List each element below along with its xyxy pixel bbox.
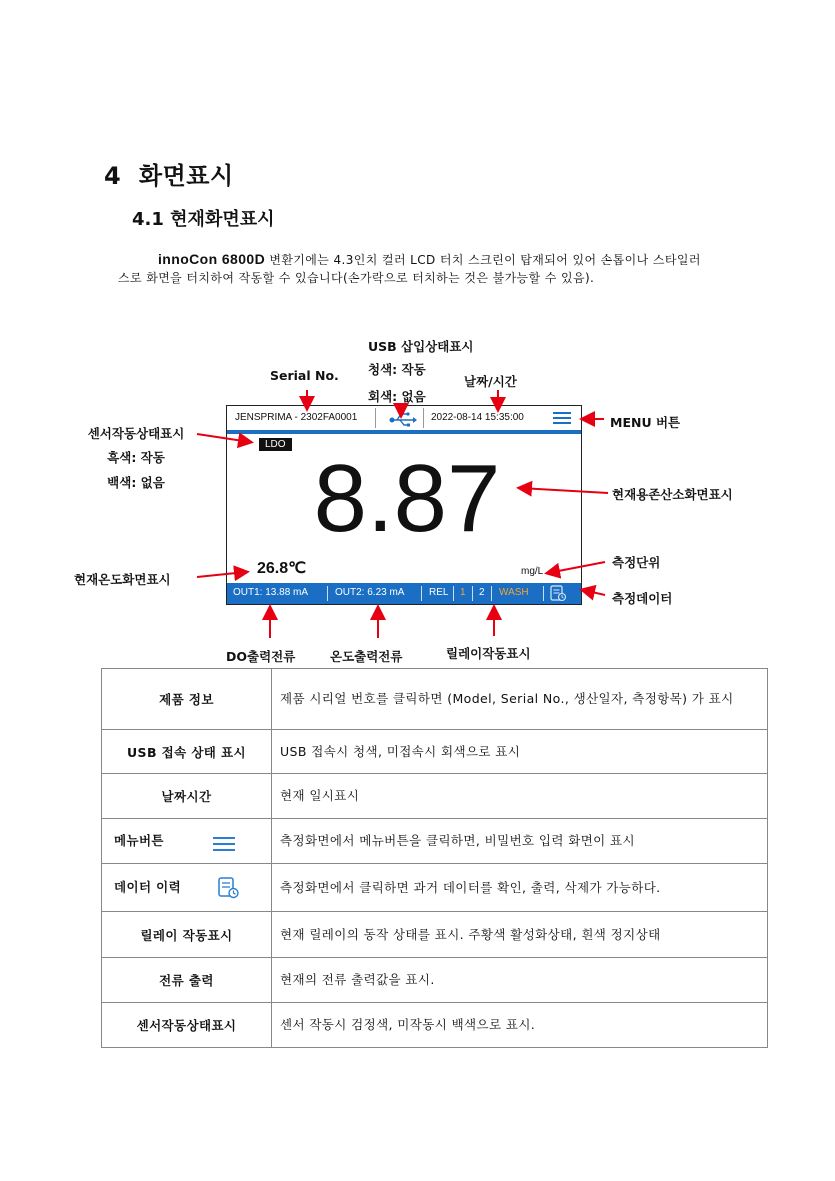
row-desc: 측정화면에서 클릭하면 과거 데이터를 확인, 출력, 삭제가 가능하다. [272, 864, 768, 912]
row-label: 제품 정보 [102, 669, 272, 730]
out2-current: OUT2: 6.23 mA [335, 587, 405, 598]
row-label: USB 접속 상태 표시 [102, 730, 272, 774]
temp-current-label: 온도출력전류 [330, 649, 403, 664]
menu-label: MENU 버튼 [610, 415, 681, 430]
unit-label: 측정단위 [612, 555, 661, 570]
do-value: 8.87 [313, 445, 501, 552]
datetime-label: 날짜/시간 [464, 374, 517, 389]
relay-1-indicator: 1 [460, 587, 466, 598]
arrow-unit [548, 562, 605, 573]
row-desc: 현재 릴레이의 동작 상태를 표시. 주황색 활성화상태, 흰색 정지상태 [272, 912, 768, 958]
row-desc: 측정화면에서 메뉴버튼을 클릭하면, 비밀번호 입력 화면이 표시 [272, 819, 768, 864]
relay-label-text: REL [429, 587, 449, 598]
product-name: innoCon 6800D [158, 251, 266, 267]
data-label: 측정데이터 [612, 591, 673, 606]
table-row [102, 669, 768, 730]
temperature-value: 26.8℃ [257, 560, 307, 577]
row-desc: USB 접속시 청색, 미접속시 회색으로 표시 [272, 730, 768, 774]
row-label: 메뉴버튼 [102, 819, 272, 864]
table-row [102, 730, 768, 774]
arrow-data [583, 590, 605, 595]
row-label: 날짜시간 [102, 774, 272, 819]
info-table [101, 668, 768, 1048]
row-label: 데이터 이력 [102, 864, 272, 912]
table-row [102, 1003, 768, 1048]
row-label: 전류 출력 [102, 958, 272, 1003]
usb-blue-label: 청색: 작동 [368, 362, 426, 377]
menu-icon [213, 833, 235, 851]
row-desc: 현재 일시표시 [272, 774, 768, 819]
arrow-temp-display [197, 572, 246, 577]
do-display-label: 현재용존산소화면표시 [612, 487, 733, 502]
out1-current: OUT1: 13.88 mA [233, 587, 309, 598]
temp-display-label: 현재온도화면표시 [74, 572, 171, 587]
arrow-do-display [520, 488, 608, 493]
wash-indicator: WASH [499, 587, 529, 598]
data-log-icon [216, 876, 240, 900]
relay-2-indicator: 2 [479, 587, 485, 598]
intro-paragraph: innoCon 6800D 변환기에는 4.3인치 컬러 LCD 터치 스크린이 탑재되어 있어 손톱이나 스타일러스로 화면을 터치하여 작동할 수 있습니다(손가락으로 터치하는 것은 불가능할 수 있음). [118, 251, 701, 285]
table-row [102, 819, 768, 864]
screen-datetime: 2022-08-14 15:35:00 [431, 412, 524, 423]
usb-title-label: USB 삽입상태표시 [368, 339, 474, 354]
sensor-black-label: 흑색: 작동 [107, 450, 165, 465]
arrow-sensor [197, 434, 250, 442]
serial-number[interactable]: JENSPRIMA - 2302FA0001 [235, 412, 358, 423]
measurement-unit: mg/L [521, 566, 544, 577]
row-desc: 제품 시리얼 번호를 클릭하면 (Model, Serial No., 생산일자, 측정항목) 가 표시 [272, 669, 768, 730]
row-desc: 현재의 전류 출력값을 표시. [272, 958, 768, 1003]
relay-label: 릴레이작동표시 [446, 646, 531, 661]
sensor-white-label: 백색: 없음 [107, 475, 165, 490]
section-heading: 4 화면표시 [104, 162, 234, 190]
table-row [102, 912, 768, 958]
row-label: 센서작동상태표시 [102, 1003, 272, 1048]
do-current-label: DO출력전류 [226, 649, 296, 664]
subsection-heading: 4.1 현재화면표시 [132, 209, 275, 230]
table-row [102, 864, 768, 912]
row-desc: 센서 작동시 검정색, 미작동시 백색으로 표시. [272, 1003, 768, 1048]
sensor-status-badge: LDO [259, 438, 292, 451]
row-label: 릴레이 작동표시 [102, 912, 272, 958]
usb-gray-label: 회색: 없음 [368, 389, 426, 404]
table-row [102, 958, 768, 1003]
table-row [102, 774, 768, 819]
serial-label: Serial No. [270, 368, 339, 383]
sensor-title-label: 센서작동상태표시 [87, 426, 185, 441]
